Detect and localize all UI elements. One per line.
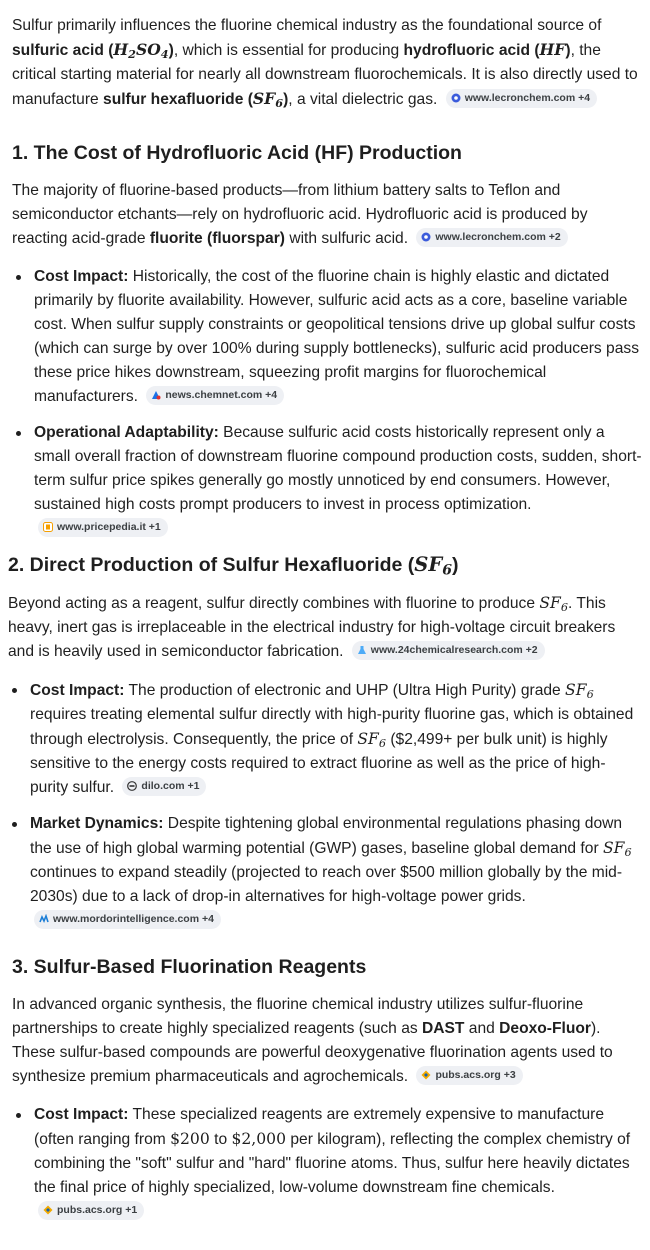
fluorite-term: fluorite (fluorspar) [149, 230, 285, 247]
list-item-cost-impact: Cost Impact: Historically, the cost of the fluorine chain is highly elastic and dictated primarily by fluorite availability. However, sulfuric acid acts as a core, baseline variable cost. When sulfur supply constraints or geopolitical tensions drive up global sulfur costs (which can surge by over 100% during supply bottlenecks), sulfuric acid producers pass these price hikes downstream, squeezing profit margins for fluorochemical manufacturers. news.chemnet.com +4 [12, 265, 642, 409]
list-item-market-dynamics: Market Dynamics: Despite tightening global environmental regulations phasing down the use of high global warming potential (GWP) gases, baseline global demand for $SF_6$ continues to expand steadily (projected to reach over $500 million globally by the mid-2030s) due to a lack of drop-in alternatives for high-voltage power grids. www.mordorintelligence.com +4 [8, 812, 642, 933]
formula-hf: HF [539, 40, 566, 59]
formula-sf6: $SF_6$ [252, 89, 284, 110]
source-chip-acs[interactable]: pubs.acs.org +3 [416, 1066, 522, 1085]
source-chip-pricepedia[interactable]: www.pricepedia.it +1 [38, 518, 168, 537]
acs-favicon-icon [421, 1070, 431, 1080]
dast-term: DAST [422, 1020, 465, 1037]
source-chip-24chemicalresearch[interactable]: www.24chemicalresearch.com +2 [352, 641, 545, 660]
list-item-cost-impact-reagents: Cost Impact: These specialized reagents are extremely expensive to manufacture (often ranging from $200 to $2,000 per kilogram), reflecting the complex chemistry of combining the "soft" sulfur and "hard" fluorine atoms. Thus, sulfur here heavily dictates the final price of highly specialized, low-volume downstream fine chemicals. pubs.acs.org +1 [12, 1103, 642, 1224]
mordor-favicon-icon [39, 914, 49, 924]
list-item-cost-impact-sf6: Cost Impact: The production of electronic and UHP (Ultra High Purity) grade $SF_6$ requires treating elemental sulfur directly with high-purity fluorine gas, which is obtained through electrolysis. Consequently, the price of $SF_6$ ($2,499+ per bulk unit) is highly sensitive to the energy costs required to extract fluorine as well as the price of high-purity sulfur. dilo.com +1 [8, 678, 642, 800]
chemnet-favicon-icon [151, 390, 161, 400]
source-chip-lecronchem-2[interactable]: www.lecronchem.com +2 [416, 228, 567, 247]
section-2-paragraph: Beyond acting as a reagent, sulfur directly combines with fluorine to produce $SF_6$. This heavy, inert gas is irreplaceable in the electrical industry for high-voltage circuit breakers and is heavily used in semiconductor fabrication. www.24chemicalresearch.com +2 [8, 594, 616, 660]
section-3-heading: 3. Sulfur-Based Fluorination Reagents [12, 956, 367, 978]
formula-sf6: $SF_6$ [357, 730, 387, 750]
sulfuric-acid-term: sulfuric acid $(H_2SO_4)$ [12, 40, 174, 61]
section-1-paragraph: The majority of fluorine-based products—from lithium battery salts to Teflon and semiconductor etchants—rely on hydrofluoric acid. Hydrofluoric acid is produced by reacting acid-grade fluorite (fluorspar) with sulfuric acid. www.lecronchem.com +2 [12, 182, 588, 247]
section-1-heading: 1. The Cost of Hydrofluoric Acid (HF) Production [12, 142, 462, 164]
acs-favicon-icon [43, 1205, 53, 1215]
flask-favicon-icon [357, 645, 367, 655]
lecronchem-favicon-icon [451, 93, 461, 103]
lecronchem-favicon-icon [421, 232, 431, 242]
section-2-heading: 2. Direct Production of Sulfur Hexafluoride $(SF_6)$ [8, 553, 459, 579]
section-1-list [12, 265, 642, 541]
sf6-term: sulfur hexafluoride $(SF_6)$ [103, 89, 289, 110]
intro-text-1: Sulfur primarily influences the fluorine chemical industry as the foundational source of [12, 17, 602, 34]
list-item-operational-adaptability: Operational Adaptability: Because sulfuric acid costs historically represent only a small overall fraction of downstream fluorine compound production costs, sudden, short-term sulfur price spikes generally go mostly unnoticed by end consumers. However, sustained high costs prompt producers to invest in process optimization. www.pricepedia.it +1 [12, 421, 642, 541]
intro-paragraph: Sulfur primarily influences the fluorine chemical industry as the foundational source of sulfuric acid $(H_2SO_4)$, which is essential for producing hydrofluoric acid (HF), the critical starting material for nearly all downstream fluorochemicals. It is also directly used to manufacture sulfur hexafluoride $(SF_6)$, a vital dielectric gas. www.lecronchem.com +4 [12, 17, 638, 110]
source-chip-mordorintelligence[interactable]: www.mordorintelligence.com +4 [34, 910, 221, 929]
price-low-value: $200 [170, 1130, 210, 1148]
formula-sf6: $SF_6$ [565, 681, 594, 701]
pricepedia-favicon-icon [43, 522, 53, 532]
section-3-list [12, 1103, 642, 1224]
deoxo-fluor-term: Deoxo-Fluor [499, 1020, 591, 1037]
formula-sf6: $SF_6$ [602, 839, 632, 859]
source-chip-chemnet[interactable]: news.chemnet.com +4 [146, 386, 284, 405]
source-chip-dilo[interactable]: dilo.com +1 [122, 777, 206, 796]
formula-sf6: $SF_6$ [414, 553, 452, 579]
hf-term: hydrofluoric acid (HF) [403, 40, 571, 59]
source-chip-lecronchem[interactable]: www.lecronchem.com +4 [446, 89, 597, 108]
source-chip-acs-2[interactable]: pubs.acs.org +1 [38, 1201, 144, 1220]
section-2-list [8, 678, 642, 933]
section-3-paragraph: In advanced organic synthesis, the fluorine chemical industry utilizes sulfur-fluorine partnerships to create highly specialized reagents (such as DAST and Deoxo-Fluor). These sulfur-based compounds are powerful deoxygenative fluorination agents used to synthesize premium pharmaceuticals and agrochemicals. pubs.acs.org +3 [12, 996, 613, 1085]
dilo-favicon-icon [127, 781, 137, 791]
price-high-value: $2,000 [231, 1130, 287, 1148]
formula-h2so4: $H_2SO_4$ [113, 40, 169, 61]
formula-sf6: $SF_6$ [539, 594, 569, 614]
